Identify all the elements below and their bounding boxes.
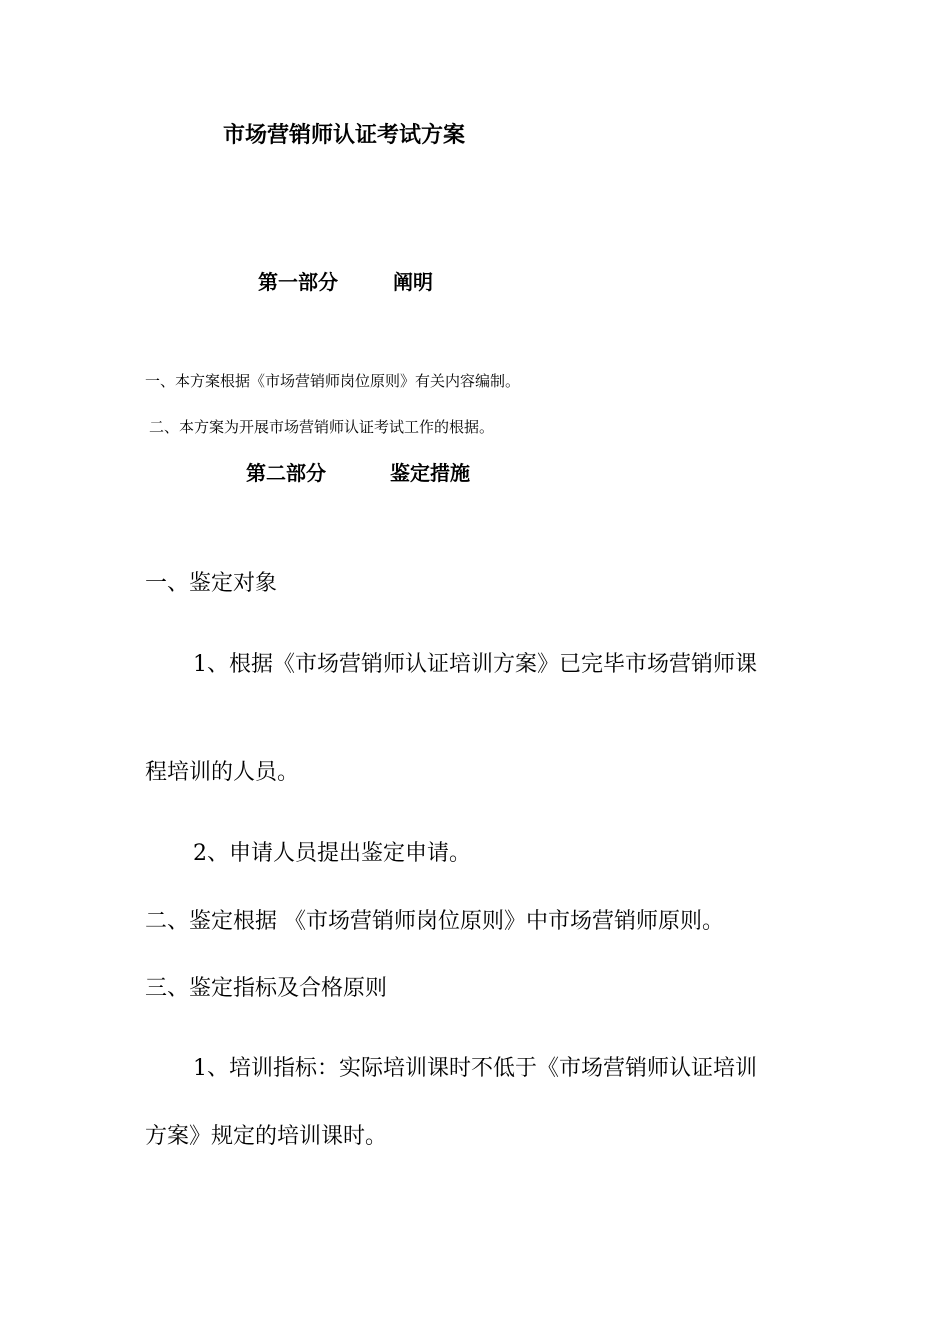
section-2-heading: 二、鉴定根据 《市场营销师岗位原则》中市场营销师原则。 xyxy=(145,909,724,934)
part-one-line-2: 二、本方案为开展市场营销师认证考试工作的根据。 xyxy=(149,418,495,436)
item-1-1-line-a: 1、根据《市场营销师认证培训方案》已完毕市场营销师课 xyxy=(193,652,757,677)
part-two-name: 鉴定措施 xyxy=(390,461,470,485)
part-two-label: 第二部分 xyxy=(246,461,326,485)
item-3-1-line-a: 1、培训指标：实际培训课时不低于《市场营销师认证培训 xyxy=(193,1056,757,1081)
section-1-heading: 一、鉴定对象 xyxy=(145,571,278,596)
item-3-1-line-b: 方案》规定的培训课时。 xyxy=(145,1124,388,1149)
item-1-2: 2、申请人员提出鉴定申请。 xyxy=(193,841,471,866)
part-one-name: 阐明 xyxy=(393,270,433,294)
document-title: 市场营销师认证考试方案 xyxy=(223,123,466,148)
section-3-heading: 三、鉴定指标及合格原则 xyxy=(145,976,388,1001)
part-one-line-1: 一、本方案根据《市场营销师岗位原则》有关内容编制。 xyxy=(145,372,521,390)
item-1-1-line-b: 程培训的人员。 xyxy=(145,760,300,785)
part-one-label: 第一部分 xyxy=(258,270,338,294)
